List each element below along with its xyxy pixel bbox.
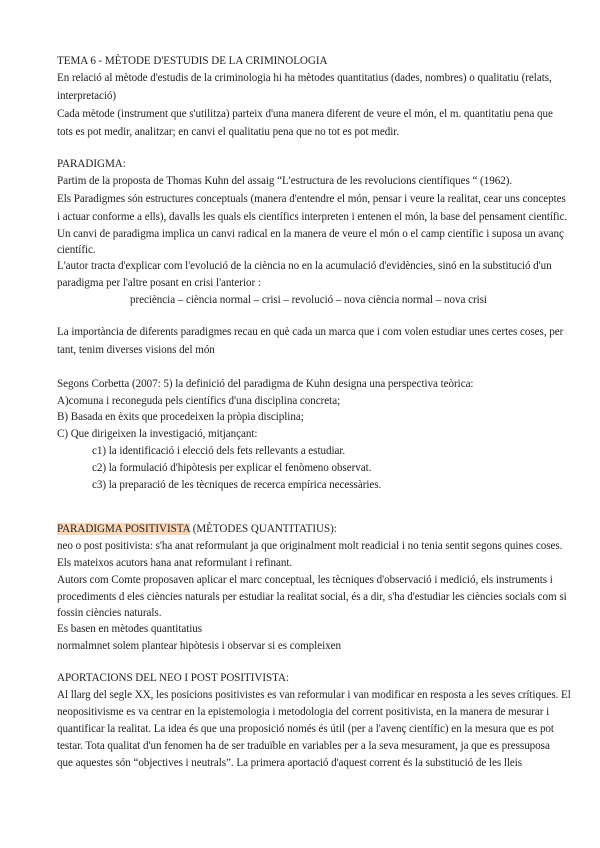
text-line: neopositivisme es va centrar en la epistemologia i metodologia del corrent positivista, en la manera de mesurar i xyxy=(57,706,550,718)
sub-list-item: c2) la formulació d'hipòtesis per explicar el fenòmeno observat. xyxy=(92,462,372,474)
sub-list-item: c1) la identificació i elecció dels fets rellevants a estudiar. xyxy=(92,445,346,457)
section-heading-aportacions: APORTACIONS DEL NEO I POST POSITIVISTA: xyxy=(57,672,289,684)
text-line: científic. xyxy=(57,244,96,256)
text-line: Els mateixos acutors hana anat reformulant i refinant. xyxy=(57,557,293,569)
text-line: La importància de diferents paradigmes recau en què cada un marca que i com volen estudiar unes certes coses, per xyxy=(57,326,564,338)
section-heading-paradigma: PARADIGMA: xyxy=(57,158,126,170)
paradigm-cycle: preciència – ciència normal – crisi – revolució – nova ciència normal – nova crisi xyxy=(130,294,487,306)
text-line: interpretació) xyxy=(57,90,117,102)
text-line: i actuar conforme a ells), davalls les quals els científics interpreten i entenen el món, la base del pensament científic. xyxy=(57,211,568,223)
text-line: quantificar la realitat. La idea és que una proposició només és útil (per a l'avenç científic) en la mesura que es pot xyxy=(57,723,554,735)
text-line: testar. Tota qualitat d'un fenomen ha de ser traduïble en variables per a la seva mesurament, ja que es pressuposa xyxy=(57,740,550,752)
text-line: Un canvi de paradigma implica un canvi radical en la manera de veure el món o el camp científic i suposa un avanç xyxy=(57,228,564,240)
text-line: Es basen en mètodes quantitatius xyxy=(57,623,203,635)
text-line: tots es pot medir, analitzar; en canvi el qualitatiu pena que no tot es pot medir. xyxy=(57,126,400,138)
text-line: Al llarg del segle XX, les posicions positivistes es van reformular i van modificar en resposta a les seves crítiques. El xyxy=(57,689,571,701)
text-line: que aquestes són “objectives i neutrals”. La primera aportació d'aquest corrent és la substitució de les lleis xyxy=(57,757,523,769)
text-line: Partim de la proposta de Thomas Kuhn del assaig “L'estructura de les revolucions científiques “ (1962). xyxy=(57,175,513,187)
text-line: Autors com Comte proposaven aplicar el marc conceptual, les tècniques d'observació i medició, els instruments i xyxy=(57,574,553,586)
text-line: normalmnet solem plantear hipòtesis i observar si es compleixen xyxy=(57,640,341,652)
highlighted-text: PARADIGMA POSITIVISTA xyxy=(57,523,190,535)
heading-suffix: (MÈTODES QUANTITATIUS): xyxy=(189,523,337,535)
section-heading-positivista xyxy=(57,522,337,536)
text-line: En relació al mètode d'estudis de la criminologia hi ha mètodes quantitatius (dades, nombres) o qualitatiu (relats, xyxy=(57,72,552,84)
text-line: Segons Corbetta (2007: 5) la definició del paradigma de Kuhn designa una perspectiva teòrica: xyxy=(57,378,474,390)
page-title: TEMA 6 - MÈTODE D'ESTUDIS DE LA CRIMINOLOGIA xyxy=(57,55,328,67)
text-line: tant, tenim diverses visions del món xyxy=(57,344,215,356)
text-line: L'autor tracta d'explicar com l'evolució de la ciència no en la acumulació d'evidències, sinó en la substitució d'un xyxy=(57,260,552,272)
text-line: Cada mètode (instrument que s'utilitza) parteix d'una manera diferent de veure el món, el m. quantitatiu pena que xyxy=(57,108,553,120)
sub-list-item: c3) la preparació de les tècniques de recerca empírica necessàries. xyxy=(92,479,382,491)
text-line: procediments d eles ciències naturals per estudiar la realitat social, és a dir, s'ha d'estudiar les ciències socials com si xyxy=(57,591,567,603)
list-item: B) Basada en èxits que procedeixen la pròpia disciplina; xyxy=(57,411,304,423)
text-line: neo o post positivista: s'ha anat reformulant ja que originalment molt readicial i no tenia sentit segons quines coses. xyxy=(57,540,563,552)
list-item: C) Que dirigeixen la investigació, mitjançant: xyxy=(57,428,258,440)
text-line: paradigma per l'altre posant en crisi l'anterior : xyxy=(57,277,261,289)
text-line: fossin ciències naturals. xyxy=(57,607,162,619)
list-item: A)comuna i reconeguda pels científics d'una disciplina concreta; xyxy=(57,395,341,407)
text-line: Els Paradigmes són estructures conceptuals (manera d'entendre el món, pensar i veure la realitat, cear uns conceptes xyxy=(57,193,566,205)
